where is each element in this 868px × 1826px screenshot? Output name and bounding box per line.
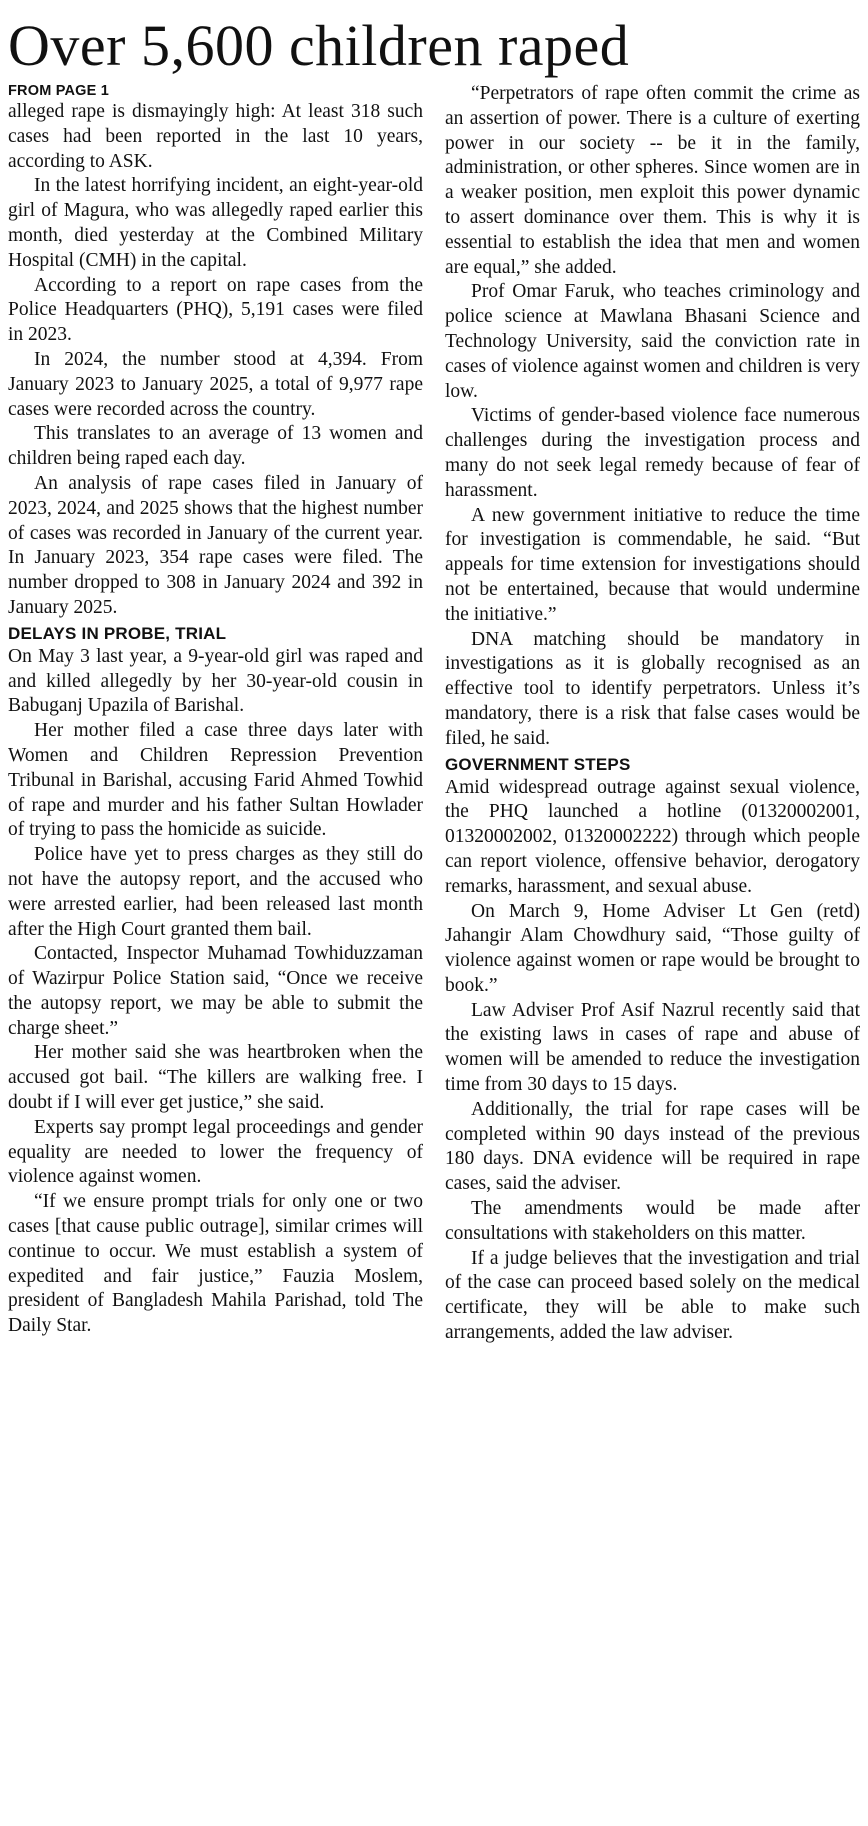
paragraph: If a judge believes that the investigation and trial of the case can proceed based solely on the medical certificate, they will be able to make such arrangements, added the law adviser. (445, 1247, 860, 1344)
left-column (8, 82, 423, 1346)
paragraph: Law Adviser Prof Asif Nazrul recently said that the existing laws in cases of rape and abuse of women will be amended to reduce the investigation time from 30 days to 15 days. (445, 999, 860, 1096)
paragraph: alleged rape is dismayingly high: At least 318 such cases had been reported in the last 10 years, according to ASK. (8, 101, 423, 172)
paragraph: “If we ensure prompt trials for only one or two cases [that cause public outrage], similar crimes will continue to occur. We must establish a system of expedited and fair justice,” Fauzia Moslem, president of Bangladesh Mahila Parishad, told The Daily Star. (8, 1191, 423, 1337)
paragraph: Contacted, Inspector Muhamad Towhiduzzaman of Wazirpur Police Station said, “Once we receive the autopsy report, we may be able to submit the charge sheet.” (8, 943, 423, 1039)
paragraph: Her mother said she was heartbroken when the accused got bail. “The killers are walking free. I doubt if I will ever get justice,” she said. (8, 1042, 423, 1114)
right-column (445, 82, 860, 1346)
paragraph: In 2024, the number stood at 4,394. From January 2023 to January 2025, a total of 9,977 rape cases were recorded across the country. (8, 348, 423, 420)
paragraph: The amendments would be made after consultations with stakeholders on this matter. (445, 1198, 860, 1244)
paragraph: Experts say prompt legal proceedings and gender equality are needed to lower the frequency of violence against women. (8, 1116, 423, 1188)
section-subhead: GOVERNMENT STEPS (445, 754, 631, 774)
paragraph: DNA matching should be mandatory in investigations as it is globally recognised as an effective tool to identify perpetrators. Unless it’s mandatory, there is a risk that false cases would be filed, he said. (445, 628, 860, 749)
kicker: FROM PAGE 1 (8, 83, 110, 99)
paragraph: Her mother filed a case three days later with Women and Children Repression Prevention Tribunal in Barishal, accusing Farid Ahmed Towhid of rape and murder and his father Sultan Howlader of trying to pass the homicide as suicide. (8, 720, 423, 841)
paragraph: A new government initiative to reduce the time for investigation is commendable, he said. “But appeals for time extension for investigations should not be entertained, because that would undermine the initiative.” (445, 504, 860, 625)
paragraph: “Perpetrators of rape often commit the crime as an assertion of power. There is a culture of exerting power in our society -- be it in the family, administration, or other spheres. Since women are in a weaker position, men exploit this power dynamic to assert dominance over them. This is why it is essential to establish the idea that men and women are equal,” she added. (445, 83, 860, 278)
left-column-body (8, 100, 423, 1339)
paragraph: On May 3 last year, a 9-year-old girl was raped and and killed allegedly by her 30-year-old cousin in Babuganj Upazila of Barishal. (8, 645, 423, 717)
paragraph: Police have yet to press charges as they still do not have the autopsy report, and the accused who were arrested earlier, had been released last month after the High Court granted them bail. (8, 844, 423, 940)
paragraph: Amid widespread outrage against sexual violence, the PHQ launched a hotline (01320002001, 01320002002, 01320002222) through which people can report violence, offensive behavior, derogatory remarks, harassment, and sexual abuse. (445, 776, 860, 897)
paragraph: This translates to an average of 13 women and children being raped each day. (8, 423, 423, 470)
paragraph: An analysis of rape cases filed in January of 2023, 2024, and 2025 shows that the highest number of cases was recorded in January of the current year. In January 2023, 354 rape cases were filed. The number dropped to 308 in January 2024 and 392 in January 2025. (8, 472, 423, 618)
paragraph: Additionally, the trial for rape cases will be completed within 90 days instead of the previous 180 days. DNA evidence will be required in rape cases, said the adviser. (445, 1098, 860, 1195)
paragraph: Prof Omar Faruk, who teaches criminology and police science at Mawlana Bhasani Science and Technology University, said the conviction rate in cases of violence against women and children is very low. (445, 281, 860, 402)
paragraph: According to a report on rape cases from the Police Headquarters (PHQ), 5,191 cases were filed in 2023. (8, 274, 423, 346)
section-subhead: DELAYS IN PROBE, TRIAL (8, 623, 227, 643)
paragraph: On March 9, Home Adviser Lt Gen (retd) Jahangir Alam Chowdhury said, “Those guilty of violence against women or rape would be brought to book.” (445, 900, 860, 996)
headline: Over 5,600 children raped (8, 13, 630, 78)
article-columns (8, 82, 860, 1346)
paragraph: Victims of gender-based violence face numerous challenges during the investigation process and many do not seek legal remedy because of fear of harassment. (445, 405, 860, 501)
paragraph: In the latest horrifying incident, an eight-year-old girl of Magura, who was allegedly raped earlier this month, died yesterday at the Combined Military Hospital (CMH) in the capital. (8, 175, 423, 271)
right-column-body (445, 82, 860, 1346)
